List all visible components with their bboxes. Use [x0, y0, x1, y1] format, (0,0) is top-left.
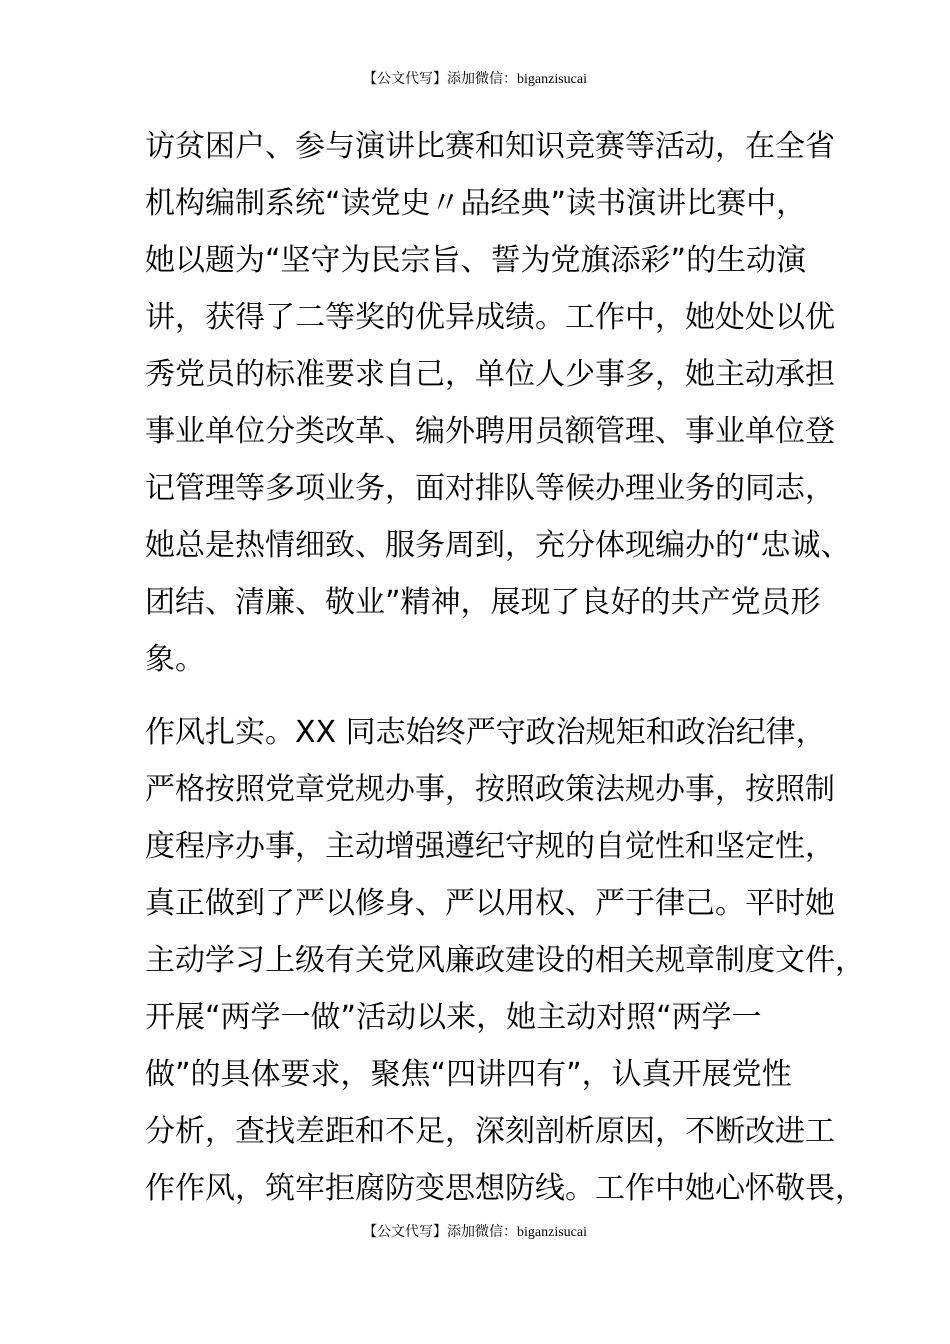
text-line: 开展“两学一做”活动以来，她主动对照“两学一 [145, 1000, 762, 1035]
text-line: 机构编制系统“读党史〃品经典”读书演讲比赛中， [145, 186, 807, 221]
text-line: 她总是热情细致、服务周到，充分体现编办的“忠诚、 [145, 528, 851, 563]
text-line: 象。 [145, 642, 205, 677]
text-line: 真正做到了严以修身、严以用权、严于律己。平时她 [145, 886, 835, 921]
paragraph-spacer [145, 688, 845, 704]
text-line: 访贫困户、参与演讲比赛和知识竞赛等活动，在全省 [145, 129, 835, 164]
text-line: 团结、清廉、敬业”精神，展现了良好的共产党员形 [145, 585, 821, 620]
text-line: 主动学习上级有关党风廉政建设的相关规章制度文件， [145, 943, 865, 978]
text-line: 分析，查找差距和不足，深刻剖析原因，不断改进工 [145, 1114, 835, 1149]
text-line: 度程序办事，主动增强遵纪守规的自觉性和坚定性， [145, 829, 835, 864]
text-line: 严格按照党章党规办事，按照政策法规办事，按照制 [145, 772, 835, 807]
text-line: 记管理等多项业务，面对排队等候办理业务的同志， [145, 471, 835, 506]
text-line: 做”的具体要求，聚焦“四讲四有”，认真开展党性 [145, 1057, 792, 1092]
page-footer: 【公文代写】添加微信：biganzisucai [363, 1225, 587, 1240]
text-line: 她以题为“坚守为民宗旨、誓为党旗添彩”的生动演 [145, 243, 807, 278]
text-line: 事业单位分类改革、编外聘用员额管理、事业单位登 [145, 414, 835, 449]
paragraph [145, 704, 865, 1217]
document-body [145, 118, 865, 1217]
text-line: 秀党员的标准要求自己，单位人少事多，她主动承担 [145, 357, 835, 392]
text-line: 作风扎实。XX 同志始终严守政治规矩和政治纪律， [145, 715, 826, 750]
text-line: 讲，获得了二等奖的优异成绩。工作中，她处处以优 [145, 300, 835, 335]
page-header: 【公文代写】添加微信：biganzisucai [363, 72, 587, 87]
text-line: 作作风，筑牢拒腐防变思想防线。工作中她心怀敬畏， [145, 1171, 865, 1206]
paragraph [145, 118, 851, 688]
